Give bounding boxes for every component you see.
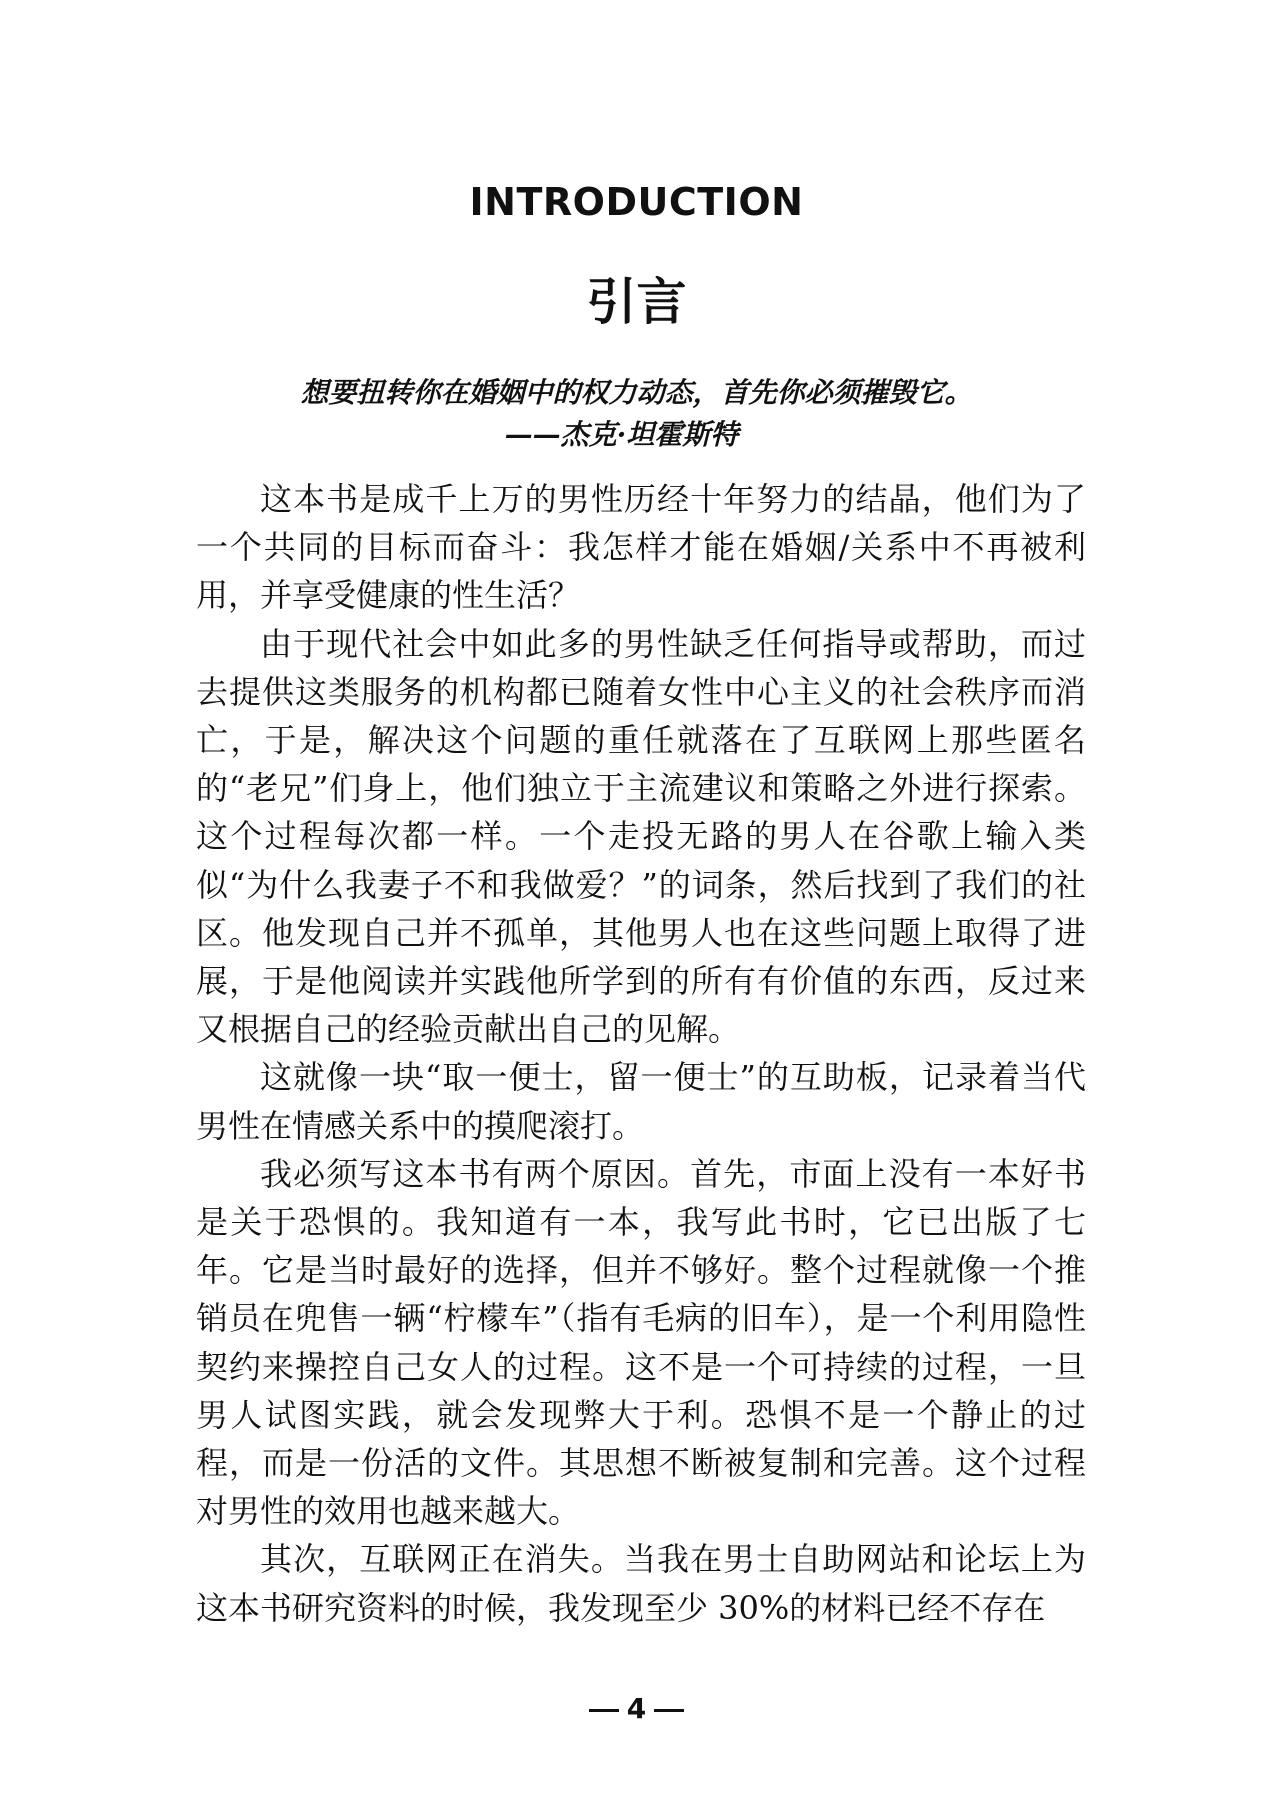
- page-number-left-dash: [589, 1709, 619, 1712]
- page-number-right-dash: [654, 1709, 684, 1712]
- chapter-title-chinese: 引言: [586, 273, 687, 331]
- epigraph: [0, 372, 1273, 456]
- epigraph-author: ——杰克·坦霍斯特: [504, 418, 739, 451]
- epigraph-quote: 想要扭转你在婚姻中的权力动态，首先你必须摧毁它。: [300, 376, 973, 409]
- paragraph: 这本书是成千上万的男性历经十年努力的结晶，他们为了一个共同的目标而奋斗：我怎样才能在婚姻/关系中不再被利用，并享受健康的性生活？: [196, 480, 1086, 615]
- page-number: 4: [626, 1692, 647, 1725]
- page-number-footer: [0, 1692, 1273, 1725]
- paragraph: 这就像一块“取一便士，留一便士”的互助板，记录着当代男性在情感关系中的摸爬滚打。: [196, 1058, 1086, 1145]
- paragraph: 我必须写这本书有两个原因。首先，市面上没有一本好书是关于恐惧的。我知道有一本，我写此书时，它已出版了七年。它是当时最好的选择，但并不够好。整个过程就像一个推销员在兜售一辆“柠檬车”（指有毛病的旧车），是一个利用隐性契约来操控自己女人的过程。这不是一个可持续的过程，一旦男人试图实践，就会发现弊大于利。恐惧不是一个静止的过程，而是一份活的文件。其思想不断被复制和完善。这个过程对男性的效用也越来越大。: [196, 1154, 1086, 1531]
- chapter-title-english: INTRODUCTION: [469, 180, 804, 224]
- paragraph: 其次，互联网正在消失。当我在男士自助网站和论坛上为这本书研究资料的时候，我发现至少 30%的材料已经不存在: [196, 1540, 1086, 1627]
- body-text: [196, 475, 1086, 1632]
- paragraph: 由于现代社会中如此多的男性缺乏任何指导或帮助，而过去提供这类服务的机构都已随着女性中心主义的社会秩序而消亡，于是，解决这个问题的重任就落在了互联网上那些匿名的“老兄”们身上，他们独立于主流建议和策略之外进行探索。这个过程每次都一样。一个走投无路的男人在谷歌上输入类似“为什么我妻子不和我做爱？”的词条，然后找到了我们的社区。他发现自己并不孤单，其他男人也在这些问题上取得了进展，于是他阅读并实践他所学到的所有有价值的东西，反过来又根据自己的经验贡献出自己的见解。: [196, 624, 1086, 1049]
